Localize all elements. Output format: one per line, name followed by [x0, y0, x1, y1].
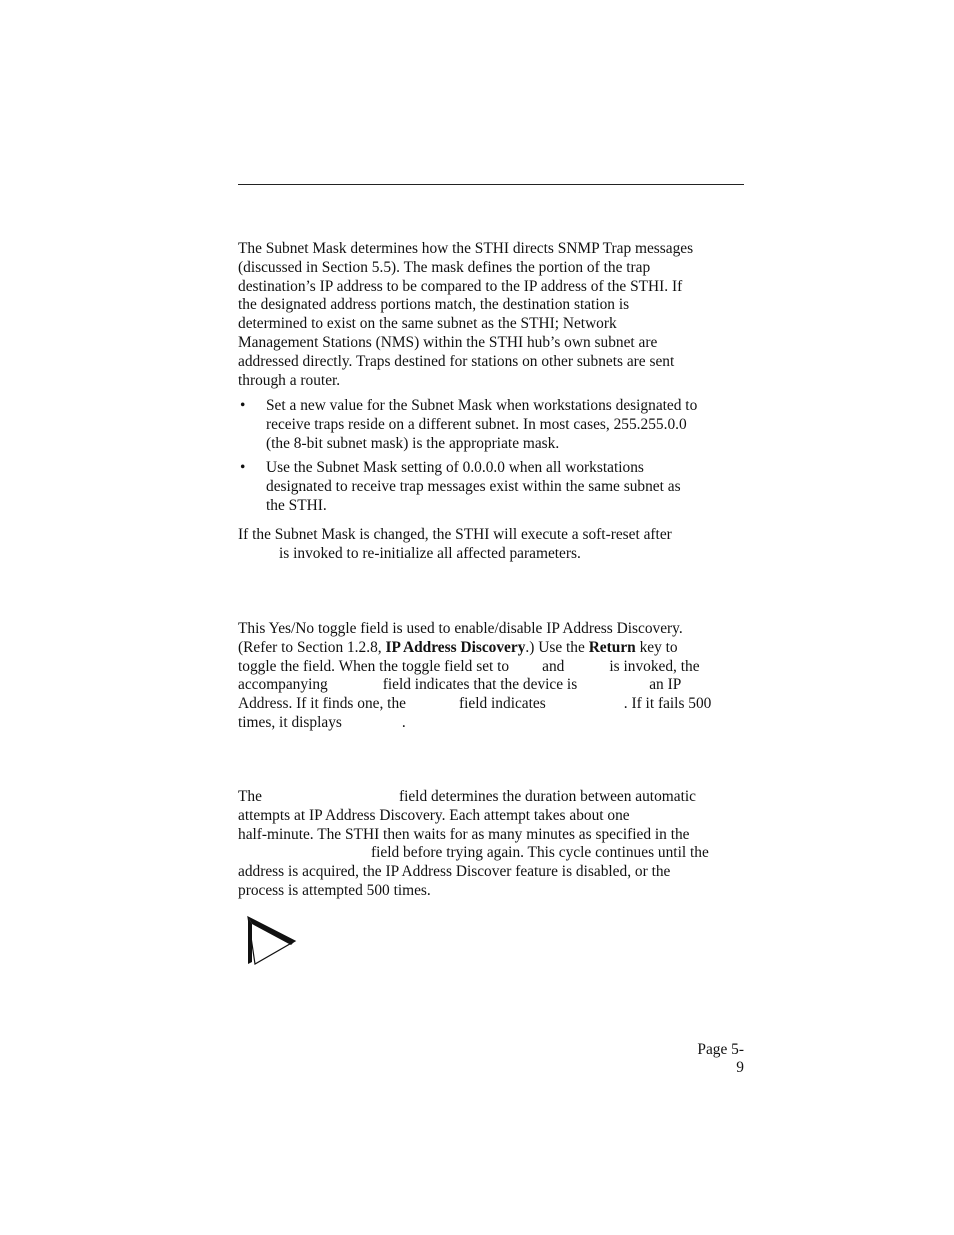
text-line: Management Stations (NMS) within the STHI hub’s own subnet are — [238, 333, 658, 351]
text-run: .) Use the — [525, 638, 589, 656]
text-line: through a router. — [238, 371, 341, 389]
ip-discovery-paragraph — [238, 620, 744, 733]
text-run: (Refer to Section 1.2.8, — [238, 638, 386, 656]
text-line: the designated address portions match, the destination station is — [238, 296, 630, 314]
text-line — [238, 639, 744, 658]
text-line — [238, 714, 744, 733]
text-line: half-minute. The STHI then waits for as many minutes as specified in the — [238, 825, 690, 843]
text-line: (discussed in Section 5.5). The mask defines the portion of the trap — [238, 258, 651, 276]
text-line: the STHI. — [266, 496, 327, 514]
text-run: accompanying — [238, 676, 328, 694]
text-run: . If it fails 500 — [623, 695, 712, 713]
bullet-icon: • — [240, 397, 246, 414]
text-line: receive traps reside on a different subnet. In most cases, 255.255.0.0 — [266, 415, 687, 433]
bold-reference: IP Address Discovery — [385, 638, 526, 656]
text-line: determined to exist on the same subnet as the STHI; Network — [238, 315, 617, 333]
text-line — [238, 658, 744, 677]
text-line — [238, 788, 744, 807]
bullet-icon: • — [240, 459, 246, 476]
discovery-interval-paragraph — [238, 788, 744, 901]
text-line: Use the Subnet Mask setting of 0.0.0.0 when all workstations — [266, 459, 644, 476]
text-run: an IP — [649, 676, 682, 694]
text-run: field determines the duration between automatic — [398, 788, 696, 805]
text-line: field before trying again. This cycle continues until the — [371, 844, 709, 862]
text-run: field indicates — [458, 695, 546, 713]
page-number: Page 5-9 — [697, 1041, 744, 1076]
text-run: Address. If it finds one, the — [238, 695, 406, 713]
note-triangle-icon — [245, 914, 301, 970]
text-run: and — [542, 657, 565, 675]
text-line — [238, 695, 744, 714]
text-run: . — [401, 713, 406, 731]
return-key-label: Return — [588, 638, 636, 656]
text-line: address is acquired, the IP Address Discover feature is disabled, or the — [238, 863, 671, 881]
header-rule — [238, 184, 744, 185]
text-line: (the 8-bit subnet mask) is the appropriate mask. — [266, 434, 560, 452]
text-run: times, it displays — [238, 713, 342, 731]
text-line: designated to receive trap messages exist within the same subnet as — [266, 477, 681, 495]
text-line: destination’s IP address to be compared to the IP address of the STHI. If — [238, 277, 683, 295]
text-line: addressed directly. Traps destined for stations on other subnets are sent — [238, 352, 675, 370]
text-run: key to — [635, 638, 678, 656]
text-line: Set a new value for the Subnet Mask when workstations designated to — [266, 397, 698, 414]
text-line: This Yes/No toggle field is used to enable/disable IP Address Discovery. — [238, 620, 683, 637]
text-line: process is attempted 500 times. — [238, 881, 431, 899]
text-line: attempts at IP Address Discovery. Each attempt takes about one — [238, 806, 630, 824]
text-line — [238, 676, 744, 695]
text-run: field indicates that the device is — [382, 676, 578, 694]
text-run: The — [238, 788, 262, 805]
text-line: is invoked to re-initialize all affected parameters. — [279, 544, 581, 562]
text-run: is invoked, the — [609, 657, 700, 675]
text-line: If the Subnet Mask is changed, the STHI will execute a soft-reset after — [238, 526, 672, 543]
text-line: The Subnet Mask determines how the STHI directs SNMP Trap messages — [238, 240, 694, 257]
text-run: toggle the field. When the toggle field set to — [238, 657, 510, 675]
subnet-mask-paragraph — [238, 240, 744, 390]
subnet-mask-reset-paragraph — [238, 526, 744, 564]
